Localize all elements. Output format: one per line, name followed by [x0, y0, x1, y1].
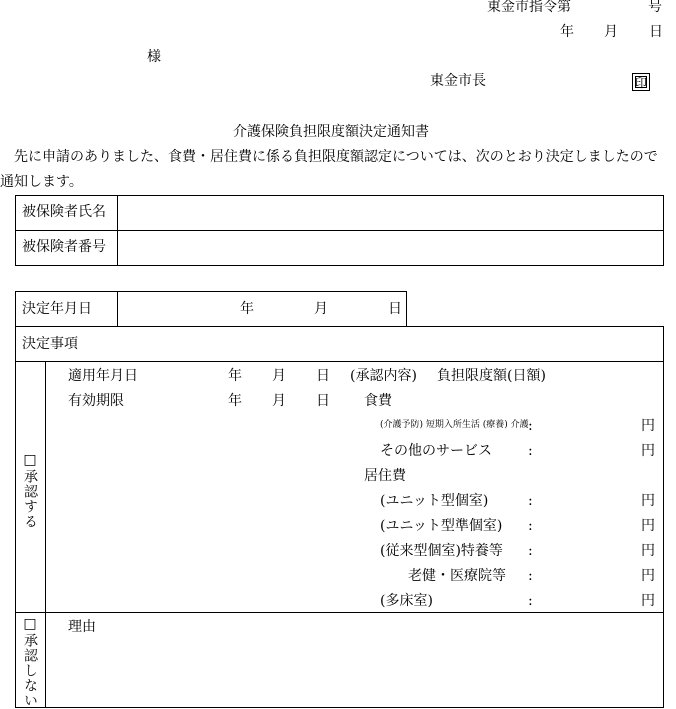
intro-line-2: 通知します。 — [0, 174, 83, 190]
food-short-stay-colon: : — [528, 418, 533, 434]
limit-amount-label: 負担限度額(日額) — [437, 368, 546, 384]
residence-row-yen: 円 — [641, 593, 655, 609]
issue-date-day: 日 — [649, 24, 663, 40]
apply-date-day: 日 — [316, 368, 330, 384]
insured-table-divider — [15, 230, 664, 231]
decision-date-month: 月 — [314, 301, 328, 317]
residence-row-yen: 円 — [641, 568, 655, 584]
decision-items-header-divider — [15, 361, 664, 362]
apply-date-year: 年 — [228, 368, 242, 384]
insured-label-divider — [117, 195, 118, 266]
residence-label: 居住費 — [364, 468, 406, 484]
intro-line-1: 先に申請のありました、食費・居住費に係る負担限度額認定については、次のとおり決定しましたので — [14, 149, 658, 165]
recipient-suffix: 様 — [147, 49, 161, 65]
deny-label: □承認しない — [22, 616, 38, 708]
food-other-colon: : — [528, 443, 533, 459]
issue-date-month: 月 — [604, 24, 618, 40]
residence-row-label: (ユニット型準個室) — [380, 518, 503, 534]
approval-content-label: (承認内容) — [350, 368, 417, 384]
residence-row-label: (多床室) — [380, 593, 433, 609]
decision-date-divider — [117, 291, 118, 327]
seal-text: 印 — [634, 76, 647, 90]
food-label: 食費 — [364, 393, 392, 409]
residence-row-colon: : — [528, 493, 533, 509]
residence-row-colon: : — [528, 518, 533, 534]
issue-date-year: 年 — [560, 24, 574, 40]
residence-row-label: (従来型個室)特養等 — [380, 543, 503, 559]
residence-row-colon: : — [528, 543, 533, 559]
apply-date-label: 適用年月日 — [68, 368, 138, 384]
valid-until-year: 年 — [228, 393, 242, 409]
decision-date-day: 日 — [388, 301, 402, 317]
approve-label: □承認する — [22, 452, 38, 529]
document-title: 介護保険負担限度額決定通知書 — [233, 124, 429, 140]
food-short-stay-yen: 円 — [641, 418, 655, 434]
side-label-divider — [45, 361, 46, 708]
mayor-label: 東金市長 — [430, 73, 486, 89]
residence-row-colon: : — [528, 568, 533, 584]
residence-row-colon: : — [528, 593, 533, 609]
valid-until-day: 日 — [316, 393, 330, 409]
food-short-stay-label: (介護予防) 短期入所生活 (療養) 介護 — [380, 420, 529, 430]
residence-row-yen: 円 — [641, 518, 655, 534]
decision-items-label: 決定事項 — [22, 336, 78, 352]
issuer-number-label: 東金市指令第 — [487, 0, 571, 15]
seal-box — [632, 73, 650, 91]
residence-row-yen: 円 — [641, 493, 655, 509]
approve-deny-divider — [15, 612, 664, 613]
residence-row-label: (ユニット型個室) — [380, 493, 489, 509]
valid-until-label: 有効期限 — [68, 393, 124, 409]
residence-row-label: 老健・医療院等 — [408, 568, 506, 584]
number-suffix: 号 — [648, 0, 662, 15]
residence-row-yen: 円 — [641, 543, 655, 559]
food-other-yen: 円 — [641, 443, 655, 459]
apply-date-month: 月 — [272, 368, 286, 384]
insured-name-label: 被保険者氏名 — [22, 204, 106, 220]
insured-number-label: 被保険者番号 — [22, 239, 106, 255]
valid-until-month: 月 — [272, 393, 286, 409]
deny-reason-label: 理由 — [68, 619, 96, 635]
decision-date-year: 年 — [240, 301, 254, 317]
food-other-label: その他のサービス — [380, 443, 492, 459]
decision-date-label: 決定年月日 — [22, 301, 92, 317]
